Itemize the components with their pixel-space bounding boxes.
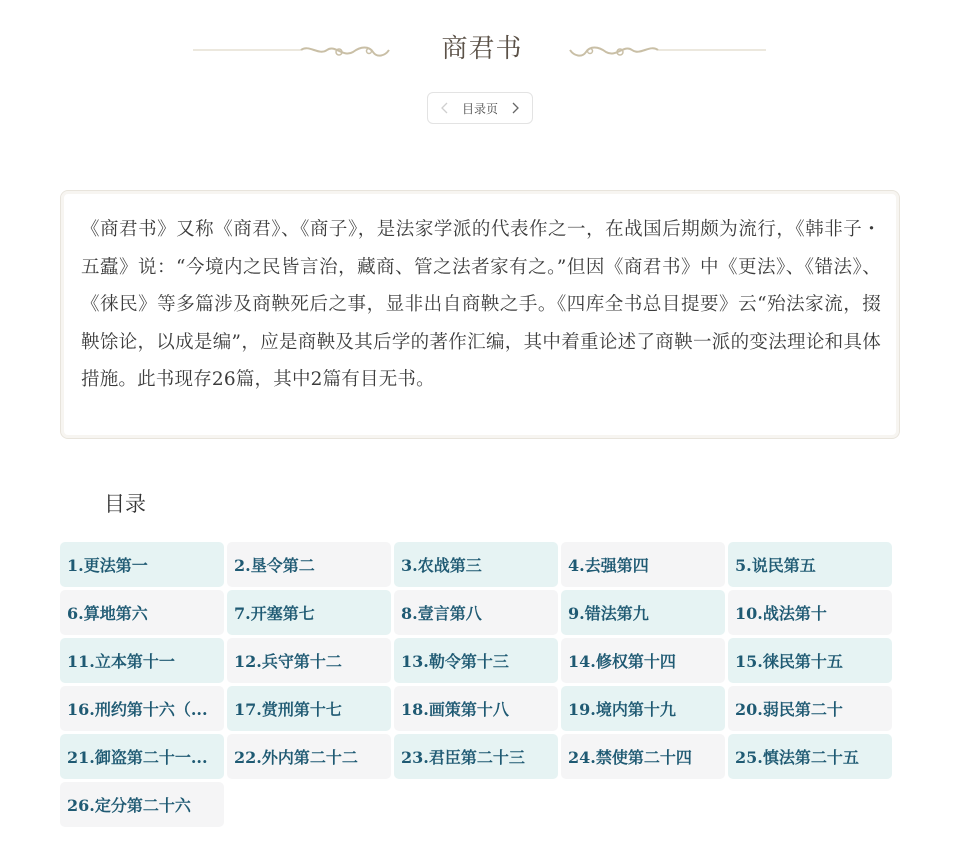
- toc-heading: 目录: [104, 492, 146, 516]
- toc-item[interactable]: [60, 590, 224, 635]
- toc-item[interactable]: [60, 782, 224, 827]
- toc-item-label: 21.御盗第二十一...: [67, 748, 208, 767]
- toc-item[interactable]: [728, 590, 892, 635]
- toc-item-label: 26.定分第二十六: [67, 796, 191, 815]
- toc-item-label: 22.外内第二十二: [234, 748, 358, 767]
- toc-item-label: 16.刑约第十六（...: [67, 700, 208, 719]
- toc-item-label: 3.农战第三: [401, 556, 482, 575]
- toc-item[interactable]: [561, 590, 725, 635]
- next-arrow-icon[interactable]: [508, 101, 522, 115]
- toc-item[interactable]: [728, 734, 892, 779]
- header: [0, 22, 964, 116]
- toc-item-label: 7.开塞第七: [234, 604, 315, 623]
- toc-item[interactable]: [728, 542, 892, 587]
- toc-item-label: 14.修权第十四: [568, 652, 676, 671]
- toc-item[interactable]: [227, 734, 391, 779]
- toc-item-label: 10.战法第十: [735, 604, 827, 623]
- toc-item[interactable]: [227, 542, 391, 587]
- toc-item[interactable]: [227, 590, 391, 635]
- toc-item-label: 13.勒令第十三: [401, 652, 509, 671]
- toc-item-label: 12.兵守第十二: [234, 652, 342, 671]
- toc-item-label: 17.赏刑第十七: [234, 700, 342, 719]
- toc-item[interactable]: [561, 542, 725, 587]
- toc-item[interactable]: [60, 542, 224, 587]
- toc-item-label: 20.弱民第二十: [735, 700, 843, 719]
- toc-item[interactable]: [728, 638, 892, 683]
- prev-arrow-icon[interactable]: [438, 101, 452, 115]
- intro-box: [60, 190, 900, 439]
- page-title: 商君书: [441, 34, 523, 64]
- toc-item-label: 2.垦令第二: [234, 556, 315, 575]
- toc-item[interactable]: [561, 638, 725, 683]
- toc-item-label: 6.算地第六: [67, 604, 148, 623]
- intro-text: 《商君书》又称《商君》、《商子》，是法家学派的代表作之一，在战国后期颇为流行，《韩非子・五蠹》说：“今境内之民皆言治，藏商、管之法者家有之。”但因《商君书》中《更法》、《错法》、《徕民》等多篇涉及商鞅死后之事，显非出自商鞅之手。《四库全书总目提要》云“殆法家流，掇鞅馀论，以成是编”，应是商鞅及其后学的著作汇编，其中着重论述了商鞅一派的变法理论和具体措施。此书现存26篇，其中2篇有目无书。: [81, 219, 881, 390]
- toc-item[interactable]: [394, 542, 558, 587]
- toc-item-label: 9.错法第九: [568, 604, 649, 623]
- toc-page-nav: [427, 92, 533, 124]
- toc-page-label[interactable]: 目录页: [461, 101, 498, 116]
- toc-item[interactable]: [60, 734, 224, 779]
- toc-item[interactable]: [60, 686, 224, 731]
- toc-item[interactable]: [394, 734, 558, 779]
- toc-item-label: 24.禁使第二十四: [568, 748, 692, 767]
- toc-item-label: 8.壹言第八: [401, 604, 482, 623]
- toc-item[interactable]: [60, 638, 224, 683]
- toc-item[interactable]: [394, 638, 558, 683]
- toc-item[interactable]: [561, 734, 725, 779]
- toc-item-label: 1.更法第一: [67, 556, 148, 575]
- toc-item-label: 5.说民第五: [735, 556, 816, 575]
- toc-item-label: 4.去强第四: [568, 556, 649, 575]
- toc-item-label: 15.徕民第十五: [735, 652, 843, 671]
- toc-item-label: 23.君臣第二十三: [401, 748, 525, 767]
- toc-item[interactable]: [394, 686, 558, 731]
- ornament-right-icon: [566, 46, 766, 60]
- toc-item-label: 18.画策第十八: [401, 700, 509, 719]
- toc-item-label: 19.境内第十九: [568, 700, 676, 719]
- toc-grid: [60, 542, 892, 827]
- toc-item[interactable]: [728, 686, 892, 731]
- toc-item-label: 25.慎法第二十五: [735, 748, 859, 767]
- toc-item[interactable]: [394, 590, 558, 635]
- toc-item[interactable]: [227, 686, 391, 731]
- toc-item-label: 11.立本第十一: [67, 652, 175, 671]
- toc-item[interactable]: [227, 638, 391, 683]
- toc-item[interactable]: [561, 686, 725, 731]
